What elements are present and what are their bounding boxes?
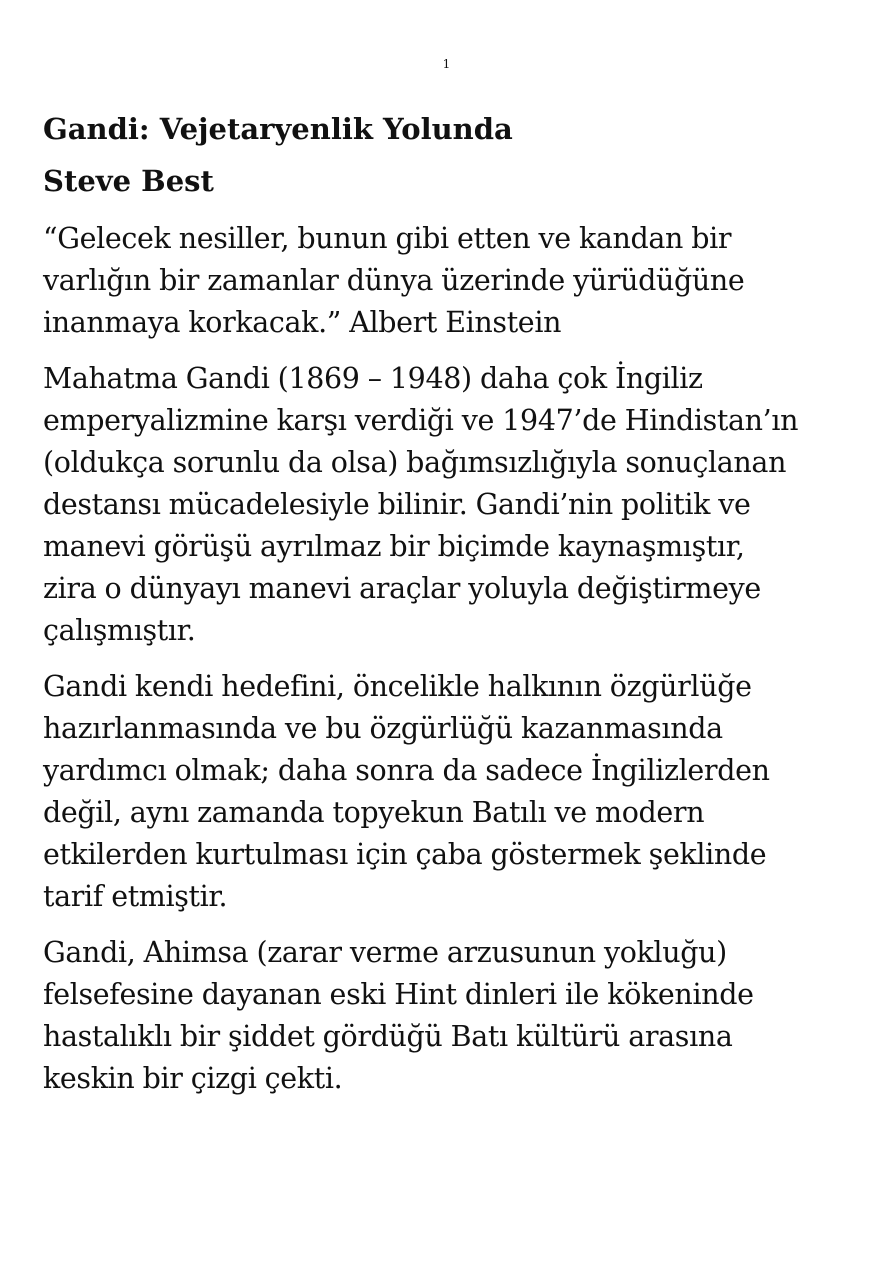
text-line: hastalıklı bir şiddet gördüğü Batı kültürü arasına <box>43 1020 733 1053</box>
text-line: manevi görüşü ayrılmaz bir biçimde kaynaşmıştır, <box>43 530 745 563</box>
text-line: çalışmıştır. <box>43 614 196 647</box>
text-line: hazırlanmasında ve bu özgürlüğü kazanmasında <box>43 712 723 745</box>
text-line: inanmaya korkacak.” Albert Einstein <box>43 306 562 339</box>
text-line: felsefesine dayanan eski Hint dinleri ile kökeninde <box>43 978 754 1011</box>
quote-paragraph <box>43 218 873 344</box>
text-line: (oldukça sorunlu da olsa) bağımsızlığıyla sonuçlanan <box>43 446 787 479</box>
text-line: zira o dünyayı manevi araçlar yoluyla değiştirmeye <box>43 572 761 605</box>
text-line: destansı mücadelesiyle bilinir. Gandi’nin politik ve <box>43 488 751 521</box>
text-line: varlığın bir zamanlar dünya üzerinde yürüdüğüne <box>43 264 745 297</box>
text-line: yardımcı olmak; daha sonra da sadece İngilizlerden <box>43 754 770 787</box>
text-line: Mahatma Gandi (1869 – 1948) daha çok İngiliz <box>43 362 703 395</box>
text-line: emperyalizmine karşı verdiği ve 1947’de Hindistan’ın <box>43 404 799 437</box>
text-line: keskin bir çizgi çekti. <box>43 1062 343 1095</box>
text-line: değil, aynı zamanda topyekun Batılı ve modern <box>43 796 705 829</box>
text-line: “Gelecek nesiller, bunun gibi etten ve kandan bir <box>43 222 732 255</box>
text-line: etkilerden kurtulması için çaba göstermek şeklinde <box>43 838 767 871</box>
body-paragraph <box>43 932 873 1100</box>
page-number: 1 <box>442 57 451 71</box>
body-paragraph <box>43 666 873 918</box>
document-title: Gandi: Vejetaryenlik Yolunda <box>43 112 513 146</box>
body-paragraph <box>43 358 873 652</box>
text-line: tarif etmiştir. <box>43 880 228 913</box>
text-line: Gandi kendi hedefini, öncelikle halkının özgürlüğe <box>43 670 752 703</box>
author-name: Steve Best <box>43 164 214 198</box>
document-content <box>43 108 873 1114</box>
text-line: Gandi, Ahimsa (zarar verme arzusunun yokluğu) <box>43 936 727 969</box>
